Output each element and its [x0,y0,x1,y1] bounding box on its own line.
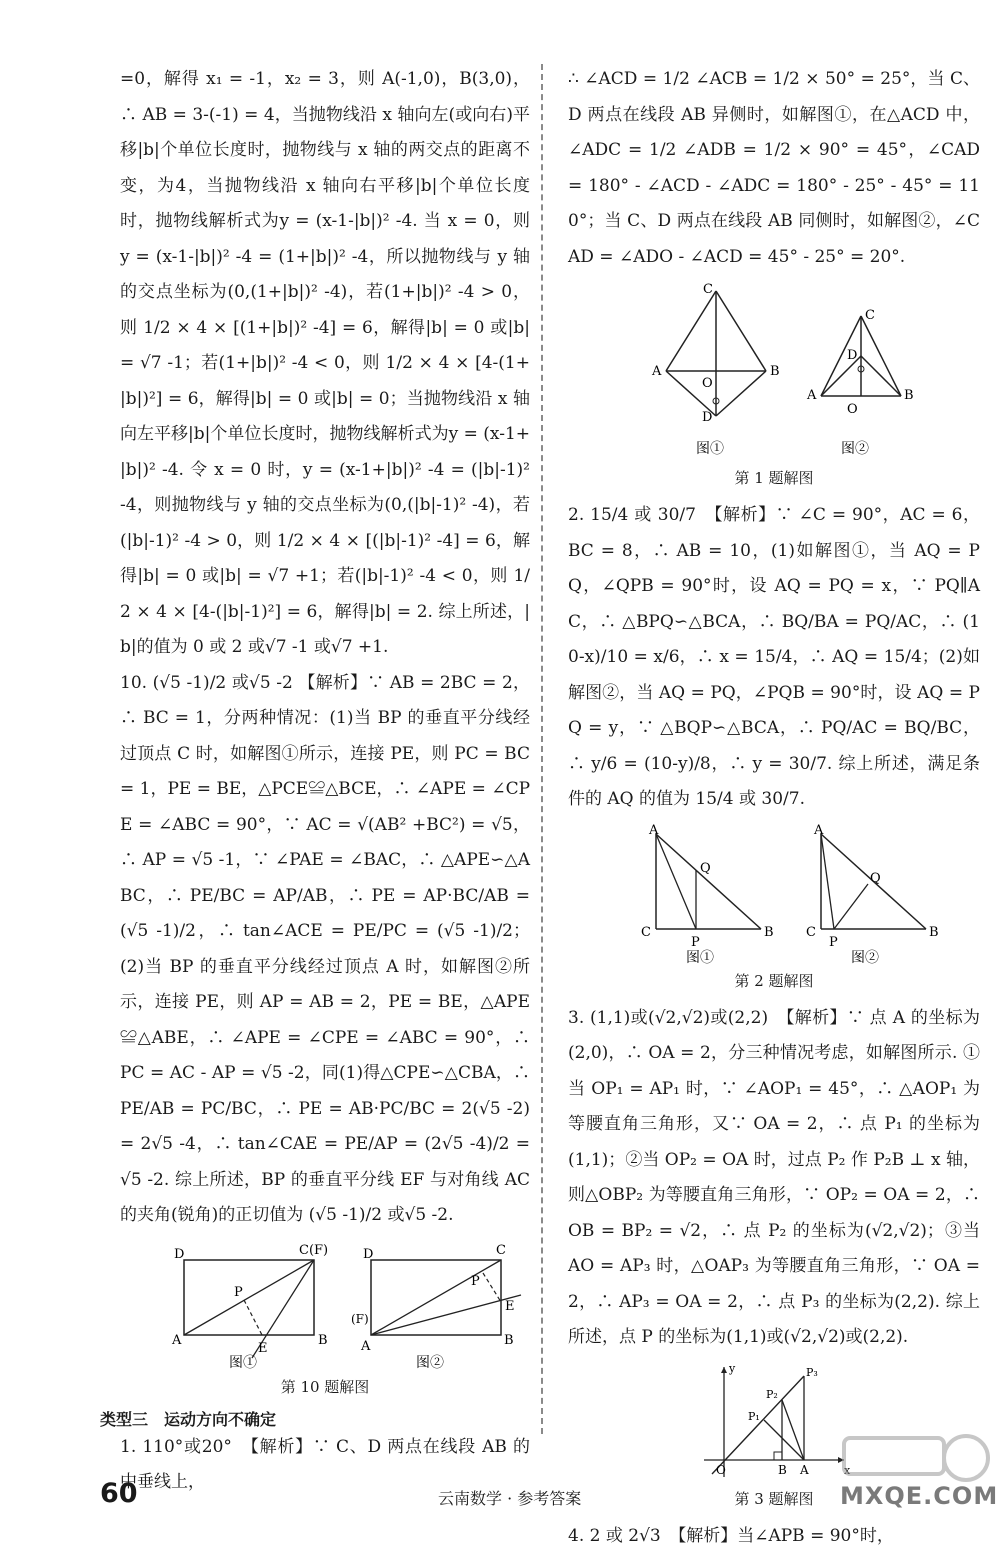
label-a: A [171,1333,182,1348]
q10-figure-caption: 第 10 题解图 [120,1376,530,1397]
label-b: B [764,925,774,940]
label-p2: P₂ [766,1388,778,1401]
right-column [568,62,980,1554]
label-c: C [703,282,713,297]
section-heading: 类型三 运动方向不确定 [100,1407,530,1430]
q3-figure-caption: 第 3 题解图 [568,1488,980,1509]
label-c2: C [806,925,816,940]
q3-solution: 3. (1,1)或(√2,√2)或(2,2) 【解析】∵ 点 A 的坐标为(2,0)，∴ OA = 2，分三种情况考虑，如解图所示. ①当 OP₁ = AP₁ 时，∵ ∠AOP₁ = 45°，∴ △AOP₁ 为等腰直角三角形，又∵ OA = 2，∴ 点 P₁ 的坐标为(1,1)；②当 OP₂ = OA 时，过点 P₂ 作 P₂B ⊥ x 轴，则△OBP₂ 为等腰直角三角形，∵ OP₂ = OA = 2，∴ OB = BP₂ = √2，∴ 点 P₂ 的坐标为(√2,√2)；③当 AO = AP₃ 时，△OAP₃ 为等腰直角三角形，∵ OA = 2，∴ AP₃ = OA = 2，∴ 点 P₃ 的坐标为(2,2). 综上所述，点 P 的坐标为(1,1)或(√2,√2)或(2,2). [568,1001,980,1356]
label-p: P [234,1285,243,1300]
label-a2: A [360,1339,371,1354]
label-f2: (F) [351,1312,369,1326]
label-q2: Q [870,871,881,886]
q10-figure-2 [351,1240,536,1370]
label-b2: B [929,925,939,940]
label-p: P [691,935,700,950]
fig10-label-2: 图② [416,1355,444,1370]
q2-solution: 2. 15/4 或 30/7 【解析】∵ ∠C = 90°，AC = 6，BC = 8，∴ AB = 10，(1)如解图①，当 AQ = PQ，∠QPB = 90°时，设 AQ = PQ = x，∵ PQ∥AC，∴ △BPQ∽△BCA，∴ BQ/BA = PQ/AC，∴ (10-x)/10 = x/6，∴ x = 15/4，∴ AQ = 15/4；(2)如解图②，当 AQ = PQ，∠PQB = 90°时，设 AQ = PQ = y，∵ △BQP∽△BCA，∴ PQ/AC = BQ/BC，∴ y/6 = (10-y)/8，∴ y = 30/7. 综上所述，满足条件的 AQ 的值为 15/4 或 30/7. [568,498,980,818]
label-o: O [716,1463,726,1477]
label-b: B [778,1463,787,1477]
label-b2: B [904,388,914,403]
label-d2: D [847,348,857,363]
label-e: E [258,1341,268,1356]
label-b: B [770,364,780,379]
q1-solution-continued: ∴ ∠ACD = 1/2 ∠ACB = 1/2 × 50° = 25°，当 C、D 两点在线段 AB 异侧时，如解图①，在△ACD 中，∠ADC = 1/2 ∠ADB = 1/2 × 90° = 45°，∠CAD = 180° - ∠ACD - ∠ADC = 180° - 25° - 45° = 110°；当 C、D 两点在线段 AB 同侧时，如解图②，∠CAD = ∠ADO - ∠ACD = 45° - 25° = 20°. [568,62,980,275]
q4-solution-start: 4. 2 或 2√3 【解析】当∠APB = 90°时， [568,1519,980,1554]
label-p3: P₃ [806,1366,818,1379]
q1-solution-start: 1. 110°或20° 【解析】∵ C、D 两点在线段 AB 的中垂线上， [120,1430,530,1501]
label-d2: D [363,1247,373,1262]
label-c2: C [865,308,875,323]
q1-figure-2 [801,281,931,461]
label-c: C [641,925,651,940]
q2-figures [623,824,953,964]
label-e2: E [505,1299,515,1314]
label-d: D [702,410,712,425]
fig1-label-1: 图① [696,441,724,457]
label-a: A [799,1463,809,1477]
label-c2: C [496,1243,506,1258]
column-divider [541,64,543,1434]
q2-figure-1 [631,824,781,964]
label-b: B [318,1333,328,1348]
q10-figure-1 [154,1240,334,1370]
fig10-label-1: 图① [229,1355,257,1370]
fig2-label-1: 图① [686,950,714,964]
q10-solution: 10. (√5 -1)/2 或√5 -2 【解析】∵ AB = 2BC = 2，∴ BC = 1，分两种情况：(1)当 BP 的垂直平分线经过顶点 C 时，如解图①所示，连接 PE，则 PC = BC = 1，PE = BE，△PCE≌△BCE，∴ ∠APE = ∠CPE = ∠ABC = 90°，∵ AC = √(AB² +BC²) = √5，∴ AP = √5 -1，∵ ∠PAE = ∠BAC，∴ △APE∽△ABC，∴ PE/BC = AP/AB，∴ PE = AP·BC/AB = (√5 -1)/2，∴ tan∠ACE = PE/PC = (√5 -1)/2；(2)当 BP 的垂直平分线经过顶点 A 时，如解图②所示，连接 PE，则 AP = AB = 2，PE = BE，△APE≌△ABE，∴ ∠APE = ∠CPE = ∠ABC = 90°，∴ PC = AC - AP = √5 -2，同(1)得△CPE∽△CBA，∴ PE/AB = PC/BC，∴ PE = AB·PC/BC = 2(√5 -2) = 2√5 -4，∴ tan∠CAE = PE/AP = (2√5 -4)/2 = √5 -2. 综上所述，BP 的垂直平分线 EF 与对角线 AC 的夹角(锐角)的正切值为 (√5 -1)/2 或√5 -2. [120,666,530,1234]
watermark-text: MXQE.COM [840,1482,998,1510]
label-x: x [844,1464,851,1477]
label-p2: P [829,935,838,950]
label-b2: B [504,1333,514,1348]
label-cf: C(F) [299,1243,328,1258]
fig1-label-2: 图② [841,441,869,457]
label-q: Q [700,861,711,876]
label-a2: A [806,388,817,403]
label-a: A [651,364,662,379]
label-d: D [174,1247,184,1262]
q3-coordinate-figure [694,1362,854,1482]
q1-figure-caption: 第 1 题解图 [568,467,980,488]
label-p2: P [471,1274,480,1289]
q10-figures [145,1240,545,1370]
book-title: 云南数学 · 参考答案 [438,1486,581,1509]
q2-figure-caption: 第 2 题解图 [568,970,980,991]
q2-figure-2 [796,824,946,964]
q1-figure-1 [646,281,786,461]
q1-figures [638,281,938,461]
label-a2: A [813,824,824,838]
label-p1: P₁ [748,1410,760,1423]
label-o: O [702,376,713,391]
left-column [120,62,530,1501]
label-y: y [728,1362,736,1375]
q9-solution-continued: =0，解得 x₁ = -1，x₂ = 3，则 A(-1,0)，B(3,0)，∴ AB = 3-(-1) = 4，当抛物线沿 x 轴向左(或向右)平移|b|个单位长度时，抛物线与 x 轴的两交点的距离不变，为4，当抛物线沿 x 轴向右平移|b|个单位长度时，抛物线解析式为y = (x-1-|b|)² -4. 当 x = 0，则 y = (x-1-|b|)² -4 = (1+|b|)² -4，所以抛物线与 y 轴的交点坐标为(0,(1+|b|)² -4)，若(1+|b|)² -4 > 0，则 1/2 × 4 × [(1+|b|)² -4] = 6，解得|b| = 0 或|b| = √7 -1；若(1+|b|)² -4 < 0，则 1/2 × 4 × [4-(1+|b|)²] = 6，解得|b| = 0 或|b| = 0；当抛物线沿 x 轴向左平移|b|个单位长度时，抛物线解析式为y = (x-1+|b|)² -4. 令 x = 0 时，y = (x-1+|b|)² -4 = (|b|-1)² -4，则抛物线与 y 轴的交点坐标为(0,(|b|-1)² -4)，若(|b|-1)² -4 > 0，则 1/2 × 4 × [(|b|-1)² -4] = 6，解得|b| = 0 或|b| = √7 +1；若(|b|-1)² -4 < 0，则 1/2 × 4 × [4-(|b|-1)²] = 6，解得|b| = 2. 综上所述，|b|的值为 0 或 2 或√7 -1 或√7 +1. [120,62,530,666]
label-o2: O [847,402,858,417]
page-number: 60 [100,1478,138,1509]
label-a: A [648,824,659,838]
fig2-label-2: 图② [851,950,879,964]
